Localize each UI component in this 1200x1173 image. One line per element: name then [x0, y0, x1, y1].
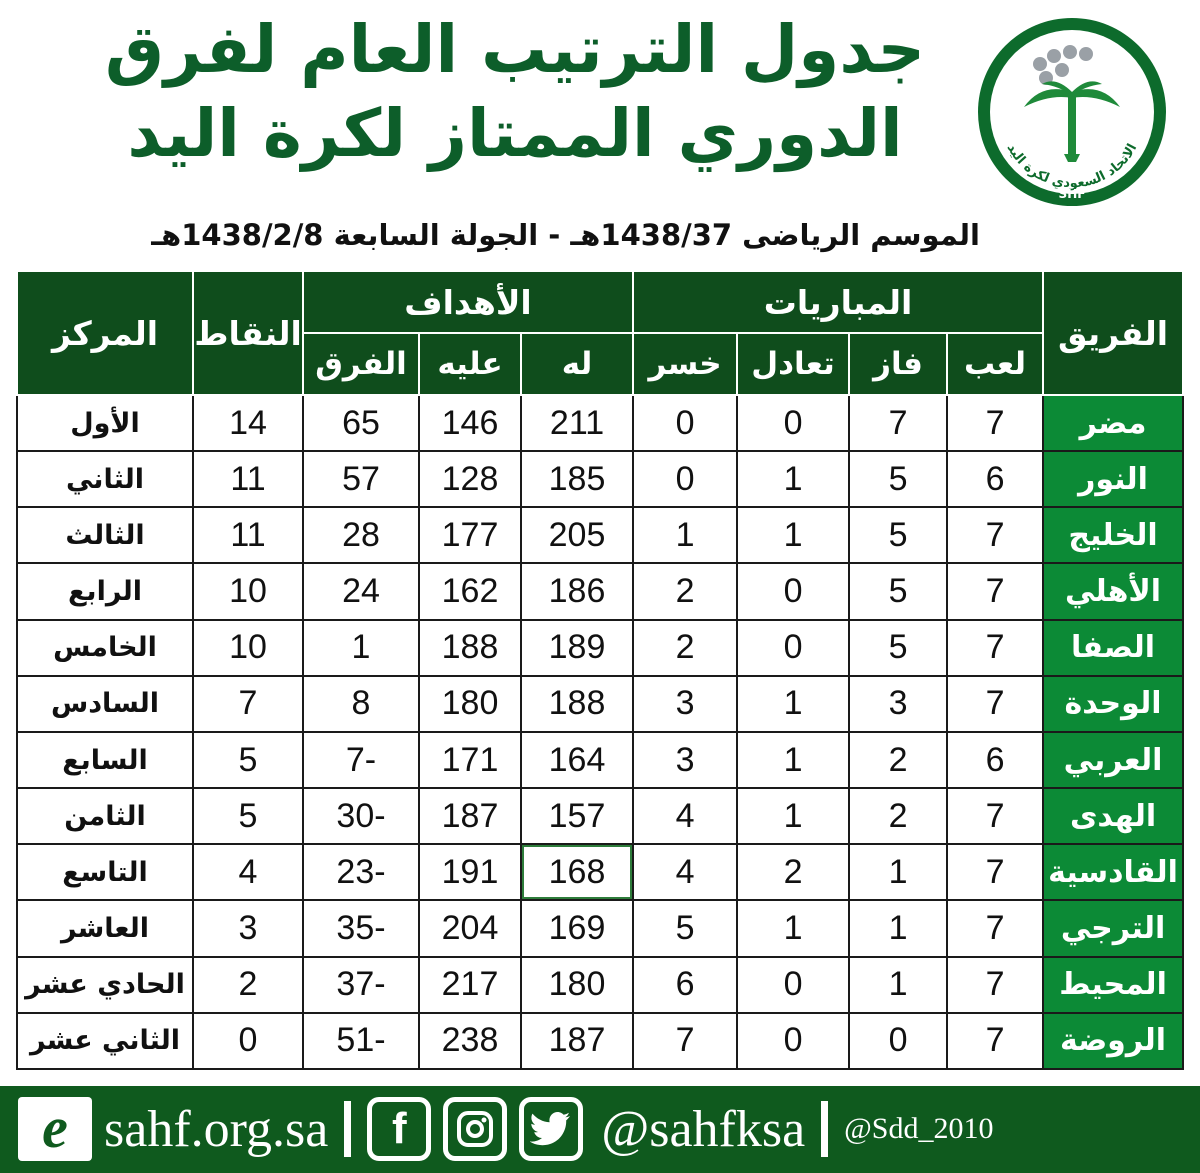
goals-for-cell: 164: [521, 732, 633, 788]
points-cell: 10: [193, 620, 303, 676]
played-cell: 7: [947, 1013, 1043, 1069]
lost-cell: 0: [633, 395, 737, 451]
lost-cell: 4: [633, 844, 737, 900]
header-lost: خسر: [633, 333, 737, 395]
goals-for-cell: 180: [521, 957, 633, 1013]
team-name: العربي: [1043, 732, 1183, 788]
drawn-cell: 0: [737, 620, 849, 676]
played-cell: 7: [947, 900, 1043, 956]
goal-diff-cell: -37: [303, 957, 419, 1013]
logo-arc-text: الاتحاد السعودي لكرة اليد: [1003, 141, 1141, 192]
points-cell: 0: [193, 1013, 303, 1069]
drawn-cell: 2: [737, 844, 849, 900]
won-cell: 2: [849, 788, 947, 844]
won-cell: 5: [849, 563, 947, 619]
played-cell: 7: [947, 957, 1043, 1013]
goals-for-cell: 169: [521, 900, 633, 956]
goals-against-cell: 238: [419, 1013, 521, 1069]
goals-for-cell: 189: [521, 620, 633, 676]
goals-against-cell: 162: [419, 563, 521, 619]
goals-for-cell: 188: [521, 676, 633, 732]
goals-against-cell: 217: [419, 957, 521, 1013]
goal-diff-cell: 8: [303, 676, 419, 732]
goals-against-cell: 204: [419, 900, 521, 956]
header-points: النقاط: [193, 271, 303, 395]
team-name: الترجي: [1043, 900, 1183, 956]
drawn-cell: 0: [737, 957, 849, 1013]
goals-against-cell: 180: [419, 676, 521, 732]
instagram-icon[interactable]: [443, 1097, 507, 1161]
secondary-handle[interactable]: @Sdd_2010: [844, 1112, 994, 1145]
rank-cell: الثالث: [17, 507, 193, 563]
facebook-icon[interactable]: [367, 1097, 431, 1161]
rank-cell: السادس: [17, 676, 193, 732]
rank-cell: الرابع: [17, 563, 193, 619]
drawn-cell: 1: [737, 788, 849, 844]
website-link[interactable]: sahf.org.sa: [104, 1100, 329, 1158]
table-row: [17, 507, 1183, 563]
goals-against-cell: 187: [419, 788, 521, 844]
lost-cell: 2: [633, 620, 737, 676]
goal-diff-cell: -51: [303, 1013, 419, 1069]
team-name: الخليج: [1043, 507, 1183, 563]
drawn-cell: 0: [737, 563, 849, 619]
drawn-cell: 1: [737, 676, 849, 732]
points-cell: 10: [193, 563, 303, 619]
header-won: فاز: [849, 333, 947, 395]
team-name: القادسية: [1043, 844, 1183, 900]
goals-for-cell: 185: [521, 451, 633, 507]
played-cell: 7: [947, 507, 1043, 563]
won-cell: 1: [849, 844, 947, 900]
goals-for-cell: 157: [521, 788, 633, 844]
header-matches: المباريات: [633, 271, 1043, 333]
goals-against-cell: 171: [419, 732, 521, 788]
won-cell: 2: [849, 732, 947, 788]
rank-cell: الحادي عشر: [17, 957, 193, 1013]
points-cell: 2: [193, 957, 303, 1013]
goal-diff-cell: 65: [303, 395, 419, 451]
table-row: [17, 451, 1183, 507]
facebook-glyph: f: [392, 1104, 407, 1153]
goal-diff-cell: 1: [303, 620, 419, 676]
goals-against-cell: 128: [419, 451, 521, 507]
lost-cell: 4: [633, 788, 737, 844]
lost-cell: 1: [633, 507, 737, 563]
table-row: [17, 620, 1183, 676]
team-name: المحيط: [1043, 957, 1183, 1013]
drawn-cell: 0: [737, 1013, 849, 1069]
lost-cell: 5: [633, 900, 737, 956]
won-cell: 3: [849, 676, 947, 732]
table-row: [17, 563, 1183, 619]
points-cell: 3: [193, 900, 303, 956]
played-cell: 7: [947, 620, 1043, 676]
goals-against-cell: 146: [419, 395, 521, 451]
team-name: مضر: [1043, 395, 1183, 451]
points-cell: 5: [193, 788, 303, 844]
goal-diff-cell: 28: [303, 507, 419, 563]
lost-cell: 3: [633, 732, 737, 788]
goals-for-cell: 211: [521, 395, 633, 451]
points-cell: 14: [193, 395, 303, 451]
goals-for-cell: 186: [521, 563, 633, 619]
played-cell: 7: [947, 788, 1043, 844]
lost-cell: 2: [633, 563, 737, 619]
team-name: الصفا: [1043, 620, 1183, 676]
rank-cell: الأول: [17, 395, 193, 451]
table-row: [17, 957, 1183, 1013]
lost-cell: 7: [633, 1013, 737, 1069]
won-cell: 7: [849, 395, 947, 451]
footer-bar: [0, 1086, 1200, 1173]
header-team: الفريق: [1043, 271, 1183, 395]
title-line-1: جدول الترتيب العام لفرق: [104, 11, 926, 88]
divider: [821, 1101, 828, 1157]
instagram-glyph: [455, 1109, 495, 1149]
rank-cell: الثاني عشر: [17, 1013, 193, 1069]
twitter-glyph: [530, 1111, 572, 1147]
federation-logo: [972, 12, 1172, 212]
goals-for-cell: 205: [521, 507, 633, 563]
played-cell: 6: [947, 732, 1043, 788]
table-row: [17, 676, 1183, 732]
points-cell: 7: [193, 676, 303, 732]
goals-against-cell: 191: [419, 844, 521, 900]
goal-diff-cell: 24: [303, 563, 419, 619]
goal-diff-cell: -7: [303, 732, 419, 788]
social-handle[interactable]: @sahfksa: [601, 1100, 806, 1158]
header-goals-for: له: [521, 333, 633, 395]
won-cell: 1: [849, 900, 947, 956]
team-name: الروضة: [1043, 1013, 1183, 1069]
table-row: [17, 1013, 1183, 1069]
won-cell: 0: [849, 1013, 947, 1069]
drawn-cell: 0: [737, 395, 849, 451]
team-name: النور: [1043, 451, 1183, 507]
table-row: [17, 900, 1183, 956]
goals-against-cell: 188: [419, 620, 521, 676]
played-cell: 7: [947, 676, 1043, 732]
goals-against-cell: 177: [419, 507, 521, 563]
rank-cell: العاشر: [17, 900, 193, 956]
played-cell: 7: [947, 844, 1043, 900]
points-cell: 11: [193, 507, 303, 563]
header-drawn: تعادل: [737, 333, 849, 395]
goal-diff-cell: -35: [303, 900, 419, 956]
table-row: [17, 395, 1183, 451]
team-name: الأهلي: [1043, 563, 1183, 619]
won-cell: 5: [849, 620, 947, 676]
table-row: [17, 844, 1183, 900]
standings-table: [16, 270, 1184, 1070]
header-played: لعب: [947, 333, 1043, 395]
twitter-icon[interactable]: [519, 1097, 583, 1161]
header-goals-against: عليه: [419, 333, 521, 395]
won-cell: 1: [849, 957, 947, 1013]
goal-diff-cell: -30: [303, 788, 419, 844]
played-cell: 7: [947, 395, 1043, 451]
rank-cell: الثاني: [17, 451, 193, 507]
drawn-cell: 1: [737, 732, 849, 788]
header-goal-diff: الفرق: [303, 333, 419, 395]
rank-cell: التاسع: [17, 844, 193, 900]
drawn-cell: 1: [737, 900, 849, 956]
points-cell: 11: [193, 451, 303, 507]
lost-cell: 3: [633, 676, 737, 732]
header-rank: المركز: [17, 271, 193, 395]
table-row: [17, 732, 1183, 788]
lost-cell: 0: [633, 451, 737, 507]
internet-explorer-icon[interactable]: e: [18, 1097, 92, 1161]
won-cell: 5: [849, 507, 947, 563]
season-subtitle: الموسم الرياضى 1438/37هـ - الجولة السابعة 1438/2/8هـ: [151, 218, 980, 252]
divider: [344, 1101, 351, 1157]
page-title: [100, 8, 930, 176]
team-name: الهدى: [1043, 788, 1183, 844]
goals-for-cell: 187: [521, 1013, 633, 1069]
table-row: [17, 788, 1183, 844]
title-line-2: الدوري الممتاز لكرة اليد: [127, 95, 903, 172]
played-cell: 7: [947, 563, 1043, 619]
goals-for-cell[interactable]: 168: [521, 844, 633, 900]
logo-abbr: SHF: [1058, 187, 1086, 201]
goal-diff-cell: -23: [303, 844, 419, 900]
drawn-cell: 1: [737, 451, 849, 507]
played-cell: 6: [947, 451, 1043, 507]
team-name: الوحدة: [1043, 676, 1183, 732]
drawn-cell: 1: [737, 507, 849, 563]
header-goals: الأهداف: [303, 271, 633, 333]
points-cell: 5: [193, 732, 303, 788]
rank-cell: السابع: [17, 732, 193, 788]
points-cell: 4: [193, 844, 303, 900]
rank-cell: الخامس: [17, 620, 193, 676]
won-cell: 5: [849, 451, 947, 507]
goal-diff-cell: 57: [303, 451, 419, 507]
rank-cell: الثامن: [17, 788, 193, 844]
lost-cell: 6: [633, 957, 737, 1013]
